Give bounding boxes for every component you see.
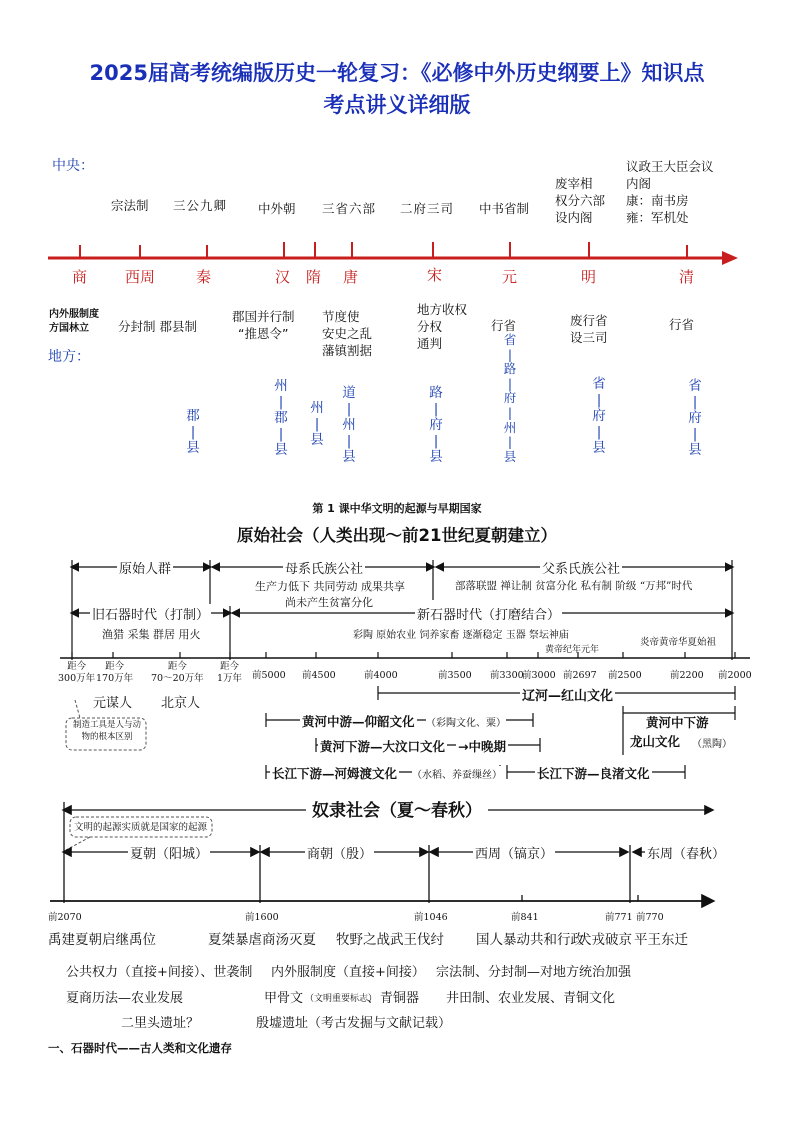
admin-level-sep: | <box>433 401 439 417</box>
note-row2-c: （文明重要标志） <box>305 994 378 1004</box>
admin-level: 县 <box>274 442 288 458</box>
label-beijing: 北京人 <box>161 696 201 711</box>
admin-levels-ming <box>591 376 607 456</box>
note-patriarchal: 部落联盟 禅让制 贫富分化 私有制 阶级 “万邦”时代 <box>455 580 693 592</box>
local-label: 地方： <box>48 349 90 365</box>
admin-level-sep: | <box>692 426 698 442</box>
note-origin: 文明的起源实质就是国家的起源 <box>74 822 208 833</box>
note-row1-c: 宗法制、分封制—对地方统治加强 <box>436 965 632 980</box>
note-huangdi-year: 黄帝纪年元年 <box>545 645 600 655</box>
admin-level-sep: | <box>507 404 513 420</box>
admin-level: 县 <box>592 440 606 456</box>
admin-level-sep: | <box>346 401 352 417</box>
admin-level: 府 <box>429 417 443 433</box>
local-fei-2: 设三司 <box>570 330 608 345</box>
central-ming-3: 设内阁 <box>555 210 593 225</box>
dynasty-axis-arrow <box>722 251 738 265</box>
admin-levels-sui <box>309 400 325 448</box>
admin-level: 州 <box>503 419 517 435</box>
local-difang-3: 通判 <box>417 336 443 351</box>
event-muye: 牧野之战武王伐纣 <box>336 932 444 948</box>
central-sansheng: 三省六部 <box>322 201 377 216</box>
central-zhongwai: 中外朝 <box>258 201 296 216</box>
admin-level: 道 <box>342 385 356 401</box>
admin-levels-yuan <box>502 333 518 464</box>
admin-level-sep: | <box>596 392 602 408</box>
dynasty-qin: 秦 <box>196 268 212 286</box>
note-row2-d: 、青铜器 <box>367 991 420 1006</box>
culture-longshan-1: 黄河中下游 <box>646 715 709 730</box>
admin-level: 县 <box>186 440 200 456</box>
label-yuanmou: 元谋人 <box>93 696 133 711</box>
local-difang-1: 地方收权 <box>417 302 468 317</box>
admin-level: 省 <box>688 378 702 394</box>
admin-level-sep: | <box>190 424 196 440</box>
dynasty-shang: 商 <box>72 268 88 286</box>
note-row2-a: 夏商历法—农业发展 <box>66 991 184 1006</box>
admin-level: 府 <box>688 410 702 426</box>
dynasty-sui: 隋 <box>306 268 322 286</box>
note-yandi: 炎帝黄帝华夏始祖 <box>640 637 717 648</box>
admin-levels-qing <box>687 378 703 458</box>
tick-label: 前2200 <box>670 670 704 681</box>
tool-note-leader <box>75 700 80 718</box>
culture-longshan-note: （黑陶） <box>692 739 732 750</box>
note-paleolithic: 渔猎 采集 群居 用火 <box>102 628 201 641</box>
label-paleolithic: 旧石器时代（打制） <box>90 604 211 623</box>
culture-liangzhu: 长江下游—良渚文化 <box>537 766 650 781</box>
tick-label-1w <box>217 661 242 685</box>
origin-note-leader <box>66 837 90 850</box>
admin-level: 县 <box>503 448 517 464</box>
slave-tick-label: 前770 <box>636 912 664 923</box>
label-dongzhou: 东周（春秋） <box>645 843 727 862</box>
label-xia: 夏朝（阳城） <box>128 843 210 862</box>
admin-level: 县 <box>688 442 702 458</box>
central-erfu: 二府三司 <box>400 201 455 216</box>
tick-label: 前2697 <box>563 670 597 681</box>
label-patriarchal: 父系氏族公社 <box>540 558 622 577</box>
dynasty-ming: 明 <box>581 268 597 286</box>
central-label: 中央： <box>52 158 94 174</box>
local-junguo-2: “推恩令” <box>238 326 289 341</box>
event-guoren: 国人暴动共和行政 <box>476 932 584 948</box>
admin-level: 省 <box>503 332 517 347</box>
culture-hemudu: 长江下游—河姆渡文化 <box>272 766 398 781</box>
admin-level: 府 <box>503 390 517 406</box>
tick-label: 前3000 <box>522 670 556 681</box>
dynasty-axis <box>0 0 794 290</box>
admin-level: 县 <box>342 449 356 465</box>
dynasty-yuan: 元 <box>502 268 518 286</box>
note-row2-e: 井田制、农业发展、青铜文化 <box>446 991 616 1006</box>
tick-label-70w <box>151 661 204 685</box>
tick-label: 前4000 <box>364 670 398 681</box>
admin-level: 县 <box>310 432 324 448</box>
note-row1-a: 公共权力（直接+间接）、世袭制 <box>66 965 253 980</box>
tick-label-300w <box>58 661 95 685</box>
local-xingsheng-qing: 行省 <box>669 317 695 332</box>
slave-tick-label: 前771 <box>605 912 633 923</box>
slave-tick-label: 前841 <box>511 912 539 923</box>
admin-level-sep: | <box>507 375 513 391</box>
note-matriarchal-2: 尚未产生贫富分化 <box>285 596 373 609</box>
tick-label: 前5000 <box>252 670 286 681</box>
local-neiwai-1: 内外服制度 <box>49 309 99 320</box>
event-pingwang: 平王东迁 <box>634 932 688 948</box>
culture-hemudu-note: （水稻、养蚕缫丝） <box>412 766 502 781</box>
admin-levels-qin <box>185 408 201 456</box>
dynasty-xizhou: 西周 <box>125 268 156 286</box>
local-jiedushi-2: 安史之乱 <box>322 326 373 341</box>
tick-label: 距今 70～20万年 <box>151 661 204 684</box>
central-ming-2: 权分六部 <box>555 193 606 208</box>
document-title-line1: 2025届高考统编版历史一轮复习：《必修中外历史纲要上》知识点 <box>89 61 705 85</box>
tick-label: 前2500 <box>608 670 642 681</box>
note-matriarchal-1: 生产力低下 共同劳动 成果共享 <box>255 580 405 593</box>
local-neiwai-2: 方国林立 <box>49 323 89 334</box>
local-difang-2: 分权 <box>417 319 443 334</box>
slave-tick-label: 前1046 <box>414 912 448 923</box>
primitive-axis-ticks <box>72 652 735 658</box>
lesson-heading: 第 1 课中华文明的起源与早期国家 <box>312 502 482 515</box>
admin-level-sep: | <box>346 433 352 449</box>
admin-level: 州 <box>342 417 356 433</box>
section-heading: 一、石器时代——古人类和文化遗存 <box>48 1041 232 1055</box>
admin-level-sep: | <box>507 346 513 362</box>
tick-label: 距今 1万年 <box>217 661 243 684</box>
admin-level-sep: | <box>433 433 439 449</box>
culture-hongshan: 辽河—红山文化 <box>520 685 615 704</box>
admin-level: 郡 <box>186 408 200 424</box>
dynasty-qing: 清 <box>679 268 695 286</box>
note-neolithic: 彩陶 原始农业 饲养家畜 逐渐稳定 玉器 祭坛神庙 <box>353 630 569 641</box>
local-fei-1: 废行省 <box>570 313 608 328</box>
slave-tick-label: 前2070 <box>48 912 82 923</box>
central-qing-4: 雍：军机处 <box>626 210 689 225</box>
event-shang: 夏桀暴虐商汤灭夏 <box>208 932 316 948</box>
note-tool: 制造工具是人与动物的根本区别 <box>72 720 141 742</box>
local-fenfeng: 分封制 郡县制 <box>118 319 197 334</box>
culture-longshan-2: 龙山文化 <box>630 734 681 749</box>
admin-level: 州 <box>310 400 324 416</box>
admin-level: 县 <box>429 449 443 465</box>
central-ming-1: 废宰相 <box>555 176 593 191</box>
culture-dawenkou-note: →中晚期 <box>458 739 506 754</box>
admin-levels-tang <box>341 385 357 465</box>
event-quanrong: 犬戎破京 <box>578 932 632 948</box>
central-qing-1: 议政王大臣会议 <box>626 159 714 174</box>
tick-label: 前2000 <box>718 670 752 681</box>
label-xizhou: 西周（镐京） <box>473 843 555 862</box>
label-shangchao: 商朝（殷） <box>305 843 374 862</box>
admin-level-sep: | <box>596 424 602 440</box>
central-sangong: 三公九卿 <box>173 198 228 213</box>
document-title-line2: 考点讲义详细版 <box>323 93 471 117</box>
tick-label: 距今 170万年 <box>96 661 134 684</box>
slave-title-wrap <box>0 796 794 821</box>
label-primitive-herd: 原始人群 <box>117 558 173 577</box>
slave-title: 奴隶社会（夏～春秋） <box>306 801 488 821</box>
label-matriarchal: 母系氏族公社 <box>283 558 365 577</box>
dynasty-han: 汉 <box>275 268 291 286</box>
admin-level: 路 <box>503 361 517 377</box>
admin-level-sep: | <box>314 416 320 432</box>
admin-level: 省 <box>592 376 606 392</box>
culture-yangshao: 黄河中游—仰韶文化 <box>302 714 415 729</box>
primitive-title: 原始社会（人类出现～前21世纪夏朝建立） <box>237 526 557 545</box>
note-row1-b: 内外服制度（直接+间接） <box>271 965 425 980</box>
tick-label: 前3500 <box>438 670 472 681</box>
local-jiedushi-1: 节度使 <box>322 309 360 324</box>
admin-level-sep: | <box>692 394 698 410</box>
central-qing-2: 内阁 <box>626 176 652 191</box>
tick-label: 前3300 <box>490 670 524 681</box>
admin-level: 路 <box>429 385 443 401</box>
admin-level: 府 <box>592 408 606 424</box>
note-row2-b: 甲骨文 <box>264 991 304 1006</box>
local-junguo-1: 郡国并行制 <box>232 309 295 324</box>
tick-label: 前4500 <box>302 670 336 681</box>
tick-label: 距今 300万年 <box>58 661 96 684</box>
admin-levels-song <box>428 385 444 465</box>
tick-label-170w <box>96 661 133 685</box>
note-row3-a: 二里头遗址？ <box>121 1016 200 1031</box>
admin-levels-han <box>273 378 289 458</box>
admin-level: 郡 <box>274 410 288 426</box>
admin-level: 州 <box>274 378 288 394</box>
slave-tick-label: 前1600 <box>245 912 279 923</box>
culture-yangshao-note: （彩陶文化、粟） <box>426 714 506 729</box>
admin-level-sep: | <box>278 394 284 410</box>
local-jiedushi-3: 藩镇割据 <box>322 343 373 358</box>
culture-dawenkou: 黄河下游—大汶口文化 <box>320 739 446 754</box>
local-xingsheng-yuan: 行省 <box>491 318 517 333</box>
central-qing-3: 康：南书房 <box>626 193 689 208</box>
note-row3-b: 殷墟遗址（考古发掘与文献记载） <box>256 1016 452 1031</box>
admin-level-sep: | <box>278 426 284 442</box>
event-xia: 禹建夏朝启继禹位 <box>48 932 156 948</box>
dynasty-tang: 唐 <box>343 268 359 286</box>
dynasty-song: 宋 <box>427 266 443 284</box>
admin-level-sep: | <box>507 434 513 450</box>
central-zongfa: 宗法制 <box>111 198 149 213</box>
label-neolithic: 新石器时代（打磨结合） <box>415 604 562 623</box>
central-zhongshu: 中书省制 <box>479 201 530 216</box>
